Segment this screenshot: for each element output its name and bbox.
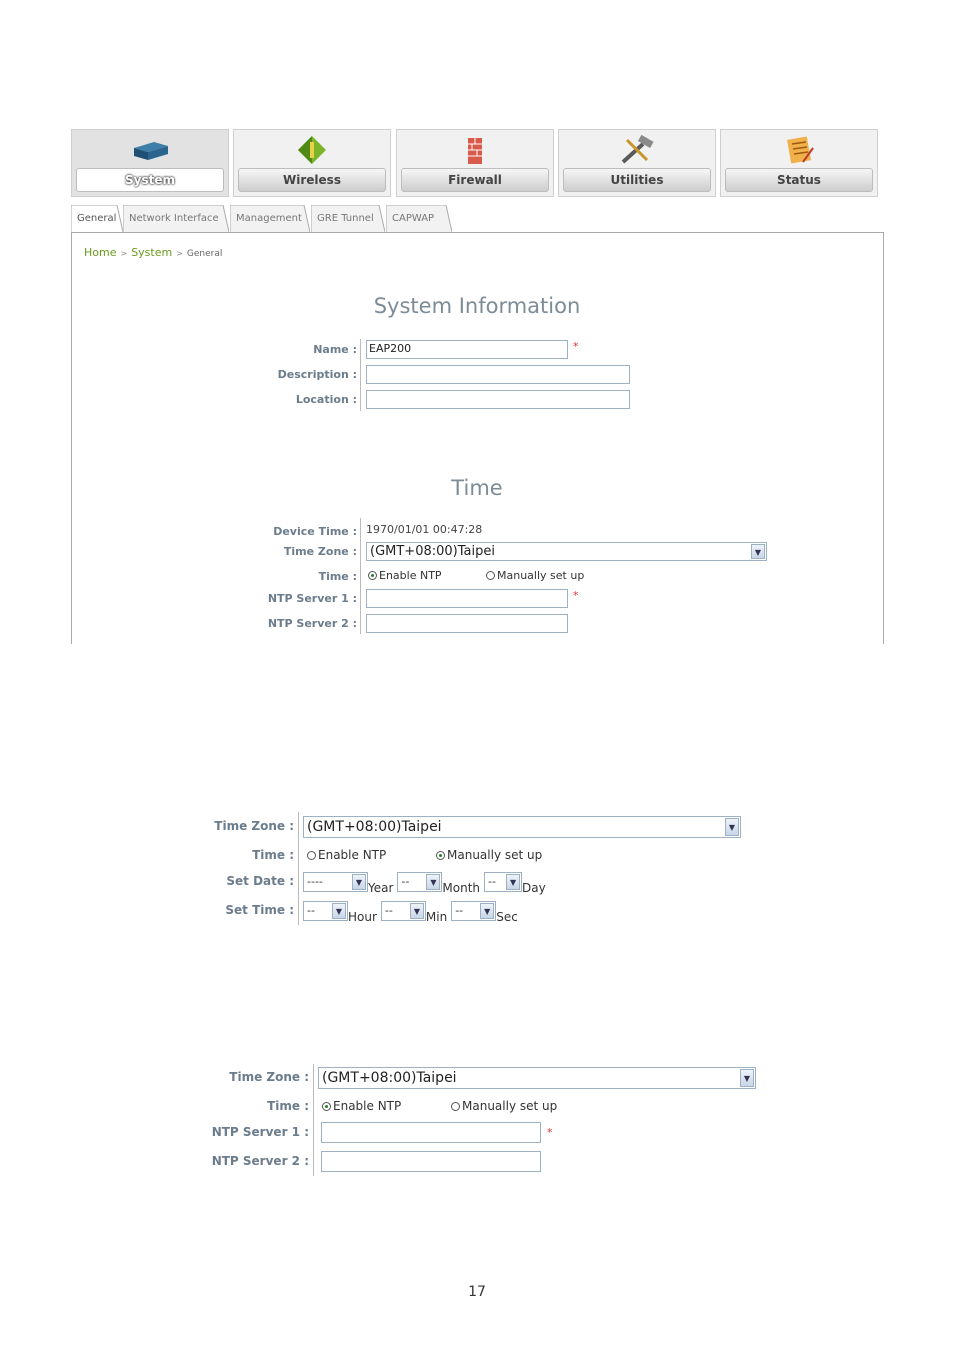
nav-tile-utilities[interactable] (558, 129, 716, 197)
router-icon (130, 134, 170, 166)
sec-select[interactable]: -- ▼ (451, 901, 496, 921)
breadcrumb-system[interactable]: System (131, 246, 173, 259)
chevron-down-icon: ▼ (352, 874, 366, 890)
day-select[interactable]: -- ▼ (484, 872, 522, 892)
nav-tile-status[interactable] (720, 129, 878, 197)
chevron-down-icon: ▼ (751, 544, 765, 559)
ntp-radio-group: Enable NTP (307, 848, 386, 862)
manual-radio-group: Manually set up (436, 848, 542, 862)
month-select[interactable]: -- ▼ (397, 872, 442, 892)
time-zone-select[interactable]: (GMT+08:00)Taipei ▼ (318, 1067, 756, 1089)
ntp-radio-group: Enable NTP (368, 569, 442, 582)
ntp-server-1-label: NTP Server 1 : (211, 1125, 309, 1139)
manual-setup-radio[interactable] (451, 1102, 460, 1111)
form-divider (360, 518, 361, 634)
ntp-server-2-input[interactable] (366, 614, 568, 633)
tab-general[interactable]: General (71, 205, 123, 232)
hour-select[interactable]: -- ▼ (303, 901, 348, 921)
nav-label-wireless: Wireless (238, 168, 386, 192)
tab-gre-tunnel[interactable]: GRE Tunnel (311, 205, 385, 232)
ntp-server-2-label: NTP Server 2 : (211, 1154, 309, 1168)
form-divider (298, 812, 299, 925)
status-icon (779, 134, 819, 166)
form-divider (360, 339, 361, 411)
required-mark: * (547, 1126, 553, 1139)
time-title: Time (451, 476, 503, 500)
manual-setup-radio[interactable] (486, 571, 495, 580)
nav-label-utilities: Utilities (563, 168, 711, 192)
ntp-server-1-input[interactable] (321, 1122, 541, 1143)
time-label: Time : (267, 1099, 309, 1113)
min-select[interactable]: -- ▼ (381, 901, 426, 921)
breadcrumb-home[interactable]: Home (84, 246, 117, 259)
chevron-down-icon: ▼ (506, 874, 520, 890)
form-divider (313, 1064, 314, 1176)
chevron-down-icon: ▼ (410, 903, 424, 919)
ntp-radio-group: Enable NTP (322, 1099, 401, 1113)
breadcrumb: Home > System > General (84, 246, 223, 259)
required-mark: * (573, 340, 579, 353)
time-label: Time : (318, 570, 357, 583)
name-label: Name : (313, 343, 357, 356)
enable-ntp-radio[interactable] (322, 1102, 331, 1111)
set-date-label: Set Date : (226, 874, 294, 888)
year-select[interactable]: ---- ▼ (303, 872, 368, 892)
nav-tile-wireless[interactable] (233, 129, 391, 197)
tab-management[interactable]: Management (230, 205, 310, 232)
chevron-down-icon: ▼ (725, 818, 739, 836)
location-input[interactable] (366, 390, 630, 409)
nav-label-system: System (76, 168, 224, 192)
nav-tile-firewall[interactable] (396, 129, 554, 197)
wireless-icon (292, 134, 332, 166)
ntp-server-1-label: NTP Server 1 : (267, 592, 357, 605)
chevron-down-icon: ▼ (426, 874, 440, 890)
time-zone-select[interactable]: (GMT+08:00)Taipei ▼ (303, 816, 741, 838)
nav-tile-system[interactable] (71, 129, 229, 197)
enable-ntp-radio[interactable] (307, 851, 316, 860)
required-mark: * (573, 589, 579, 602)
manual-setup-radio[interactable] (436, 851, 445, 860)
manual-radio-group: Manually set up (451, 1099, 557, 1113)
ntp-server-1-input[interactable] (366, 589, 568, 608)
chevron-down-icon: ▼ (332, 903, 346, 919)
nav-label-firewall: Firewall (401, 168, 549, 192)
time-zone-label: Time Zone : (229, 1070, 309, 1084)
chevron-down-icon: ▼ (740, 1069, 754, 1087)
name-input[interactable]: EAP200 (366, 340, 568, 359)
set-date-row: ---- ▼ $_{Year}$ -- ▼ $_{Month}$ -- ▼ $_{Day}$ (303, 871, 550, 895)
time-label: Time : (252, 848, 294, 862)
ntp-server-2-input[interactable] (321, 1151, 541, 1172)
breadcrumb-current: General (186, 249, 223, 259)
tab-network-interface[interactable]: Network Interface (123, 205, 229, 232)
device-time-value: 1970/01/01 00:47:28 (366, 523, 483, 536)
manual-radio-group: Manually set up (486, 569, 584, 582)
set-time-label: Set Time : (225, 903, 294, 917)
set-time-row: -- ▼ $_{Hour}$ -- ▼ $_{Min}$ -- ▼ $_{Sec}$ (303, 900, 522, 924)
page-number: 17 (468, 1284, 486, 1300)
location-label: Location : (295, 393, 357, 406)
description-input[interactable] (366, 365, 630, 384)
enable-ntp-radio[interactable] (368, 571, 377, 580)
device-time-label: Device Time : (273, 525, 357, 538)
utilities-icon (617, 134, 657, 166)
time-zone-select[interactable]: (GMT+08:00)Taipei ▼ (366, 542, 767, 561)
tab-capwap[interactable]: CAPWAP (386, 205, 452, 232)
system-information-title: System Information (373, 294, 581, 318)
nav-label-status: Status (725, 168, 873, 192)
ntp-server-2-label: NTP Server 2 : (267, 617, 357, 630)
description-label: Description : (277, 368, 357, 381)
time-zone-label: Time Zone : (214, 819, 294, 833)
chevron-down-icon: ▼ (480, 903, 494, 919)
time-zone-label: Time Zone : (283, 545, 357, 558)
firewall-icon (455, 134, 495, 166)
